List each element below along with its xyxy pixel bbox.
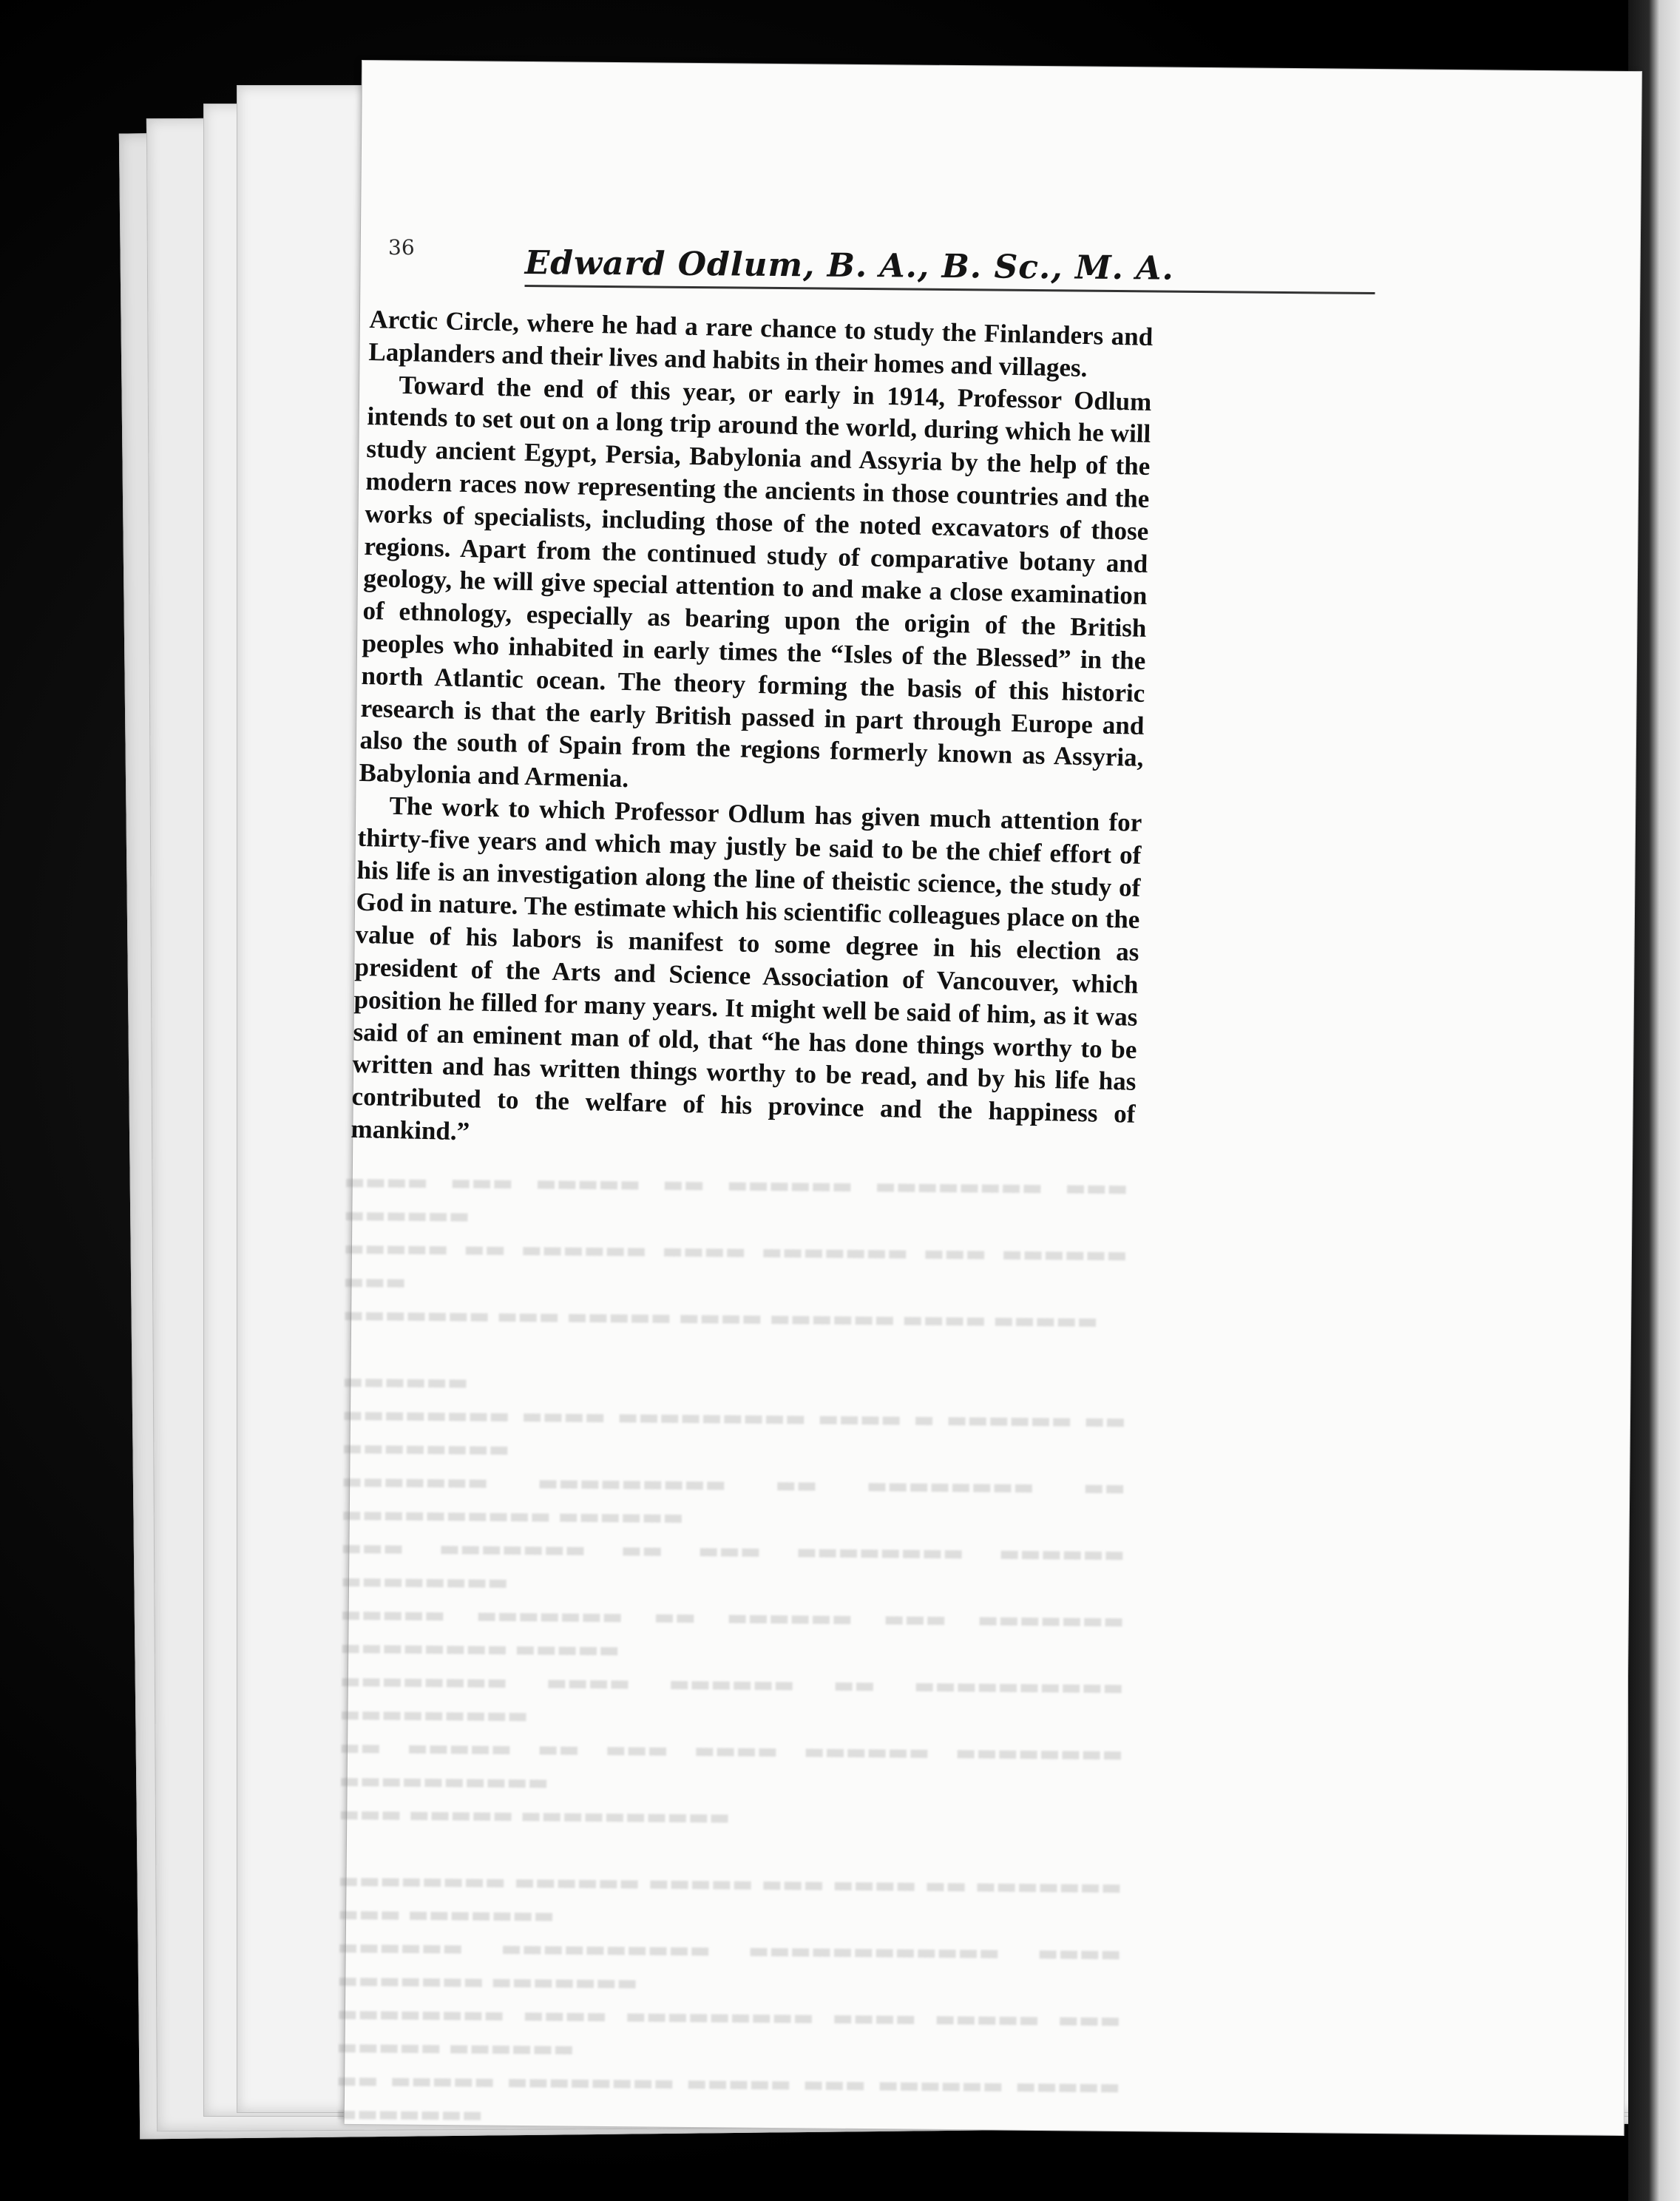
body-text	[350, 303, 1154, 1163]
running-head-title: Edward Odlum, B. A., B. Sc., M. A.	[524, 244, 1375, 294]
paragraph: Toward the end of this year, or early in 1914, Professor Odlum intends to set out on a long trip around the world, during which he will study ancient Egypt, Persia, Babylonia and Assyria by the help of the modern races now representing the ancients in those countries and the works of specialists, including those of the noted excavators of those regions. Apart from the continued study of comparative botany and geology, he will give special attention to and make a close examination of ethnology, especially as bearing upon the origin of the British peoples who inhabited in early times the “Isles of the Blessed” in the north Atlantic ocean. The theory forming the basis of this historic research is that the early British passed in part through Europe and also the south of Spain from the regions formerly known as Assyria, Babylonia and Armenia.	[359, 370, 1152, 794]
page-number: 36	[388, 235, 415, 260]
paragraph: Arctic Circle, where he had a rare chance to study the Finlanders and Laplanders and their lives and habits in their homes and villages.	[368, 304, 1154, 382]
paragraph: The work to which Professor Odlum has given much attention for thirty-five years and which may justly be said to be the chief effort of his life is an investigation along the line of theistic science, the study of God in nature. The estimate which his scientific colleagues place on the value of his labors is manifest to some degree in his election as president of the Arts and Science Association of Vancouver, which position he filled for many years. It might well be said of him, as it was said of an eminent man of old, that “he has done things worthy to be written and has written things worthy to be read, and by his life has contributed to the welfare of his province and the happiness of mankind.”	[350, 791, 1142, 1146]
bleed-through-text: ▬▬▬▬ ▬▬▬ ▬▬▬▬▬ ▬▬ ▬▬▬▬▬▬ ▬▬▬▬▬▬▬▬ ▬▬▬ ▬▬▬▬▬▬ ▬▬▬▬▬ ▬▬ ▬▬▬▬▬▬ ▬▬▬▬ ▬▬▬▬▬▬▬ ▬▬▬ ▬▬▬▬▬▬ ▬▬▬ ▬▬▬▬▬▬▬ ▬▬▬ ▬▬▬▬▬ ▬▬▬▬ ▬▬▬▬▬▬ ▬▬▬▬ ▬▬▬▬▬ ▬▬▬▬▬▬ ▬▬▬▬▬▬▬▬ ▬▬▬▬ ▬▬▬▬▬▬▬▬▬ ▬▬▬▬ ▬ ▬▬▬▬▬▬ ▬▬ ▬▬▬▬▬▬▬▬ ▬▬▬▬▬▬▬ ▬▬▬▬▬▬▬▬▬ ▬▬ ▬▬▬▬▬▬▬▬ ▬▬ ▬▬▬▬▬▬▬▬▬▬ ▬▬▬▬▬▬ ▬▬▬ ▬▬▬▬▬▬▬ ▬▬ ▬▬▬ ▬▬▬▬▬▬▬▬ ▬▬▬▬▬▬ ▬▬▬▬▬▬▬▬ ▬▬▬▬▬ ▬▬▬▬▬▬▬ ▬▬ ▬▬▬▬▬▬ ▬▬▬ ▬▬▬▬▬▬▬ ▬▬▬▬▬▬▬▬ ▬▬▬▬▬ ▬▬▬▬▬▬▬▬ ▬▬▬▬ ▬▬▬▬▬▬ ▬▬ ▬▬▬▬▬▬▬▬▬▬ ▬▬▬▬▬▬▬▬▬ ▬▬ ▬▬▬▬▬ ▬▬ ▬▬▬ ▬▬▬▬ ▬▬▬▬▬▬ ▬▬▬▬▬▬▬▬ ▬▬▬▬▬▬▬▬▬▬ ▬▬▬ ▬▬▬▬▬ ▬▬▬▬▬▬▬▬▬▬ ▬▬▬▬▬▬▬▬ ▬▬▬▬▬▬ ▬▬▬▬▬ ▬▬▬ ▬▬▬▬ ▬▬ ▬▬▬▬▬▬▬ ▬▬▬ ▬▬▬▬▬▬▬ ▬▬▬▬▬▬ ▬▬▬▬▬▬▬▬▬▬ ▬▬▬▬▬▬▬▬▬▬▬▬ ▬▬▬▬ ▬▬▬▬▬▬▬ ▬▬▬▬▬▬▬ ▬▬▬▬▬▬▬▬ ▬▬▬▬ ▬▬▬▬▬▬▬▬▬ ▬▬▬▬ ▬▬▬▬▬ ▬▬▬ ▬▬▬▬▬ ▬▬▬▬▬▬ ▬▬ ▬▬▬▬▬ ▬▬▬▬▬▬▬▬ ▬▬▬▬▬ ▬▬▬ ▬▬▬▬▬▬ ▬▬▬▬▬ ▬▬▬▬▬▬▬	[336, 1169, 1128, 2129]
